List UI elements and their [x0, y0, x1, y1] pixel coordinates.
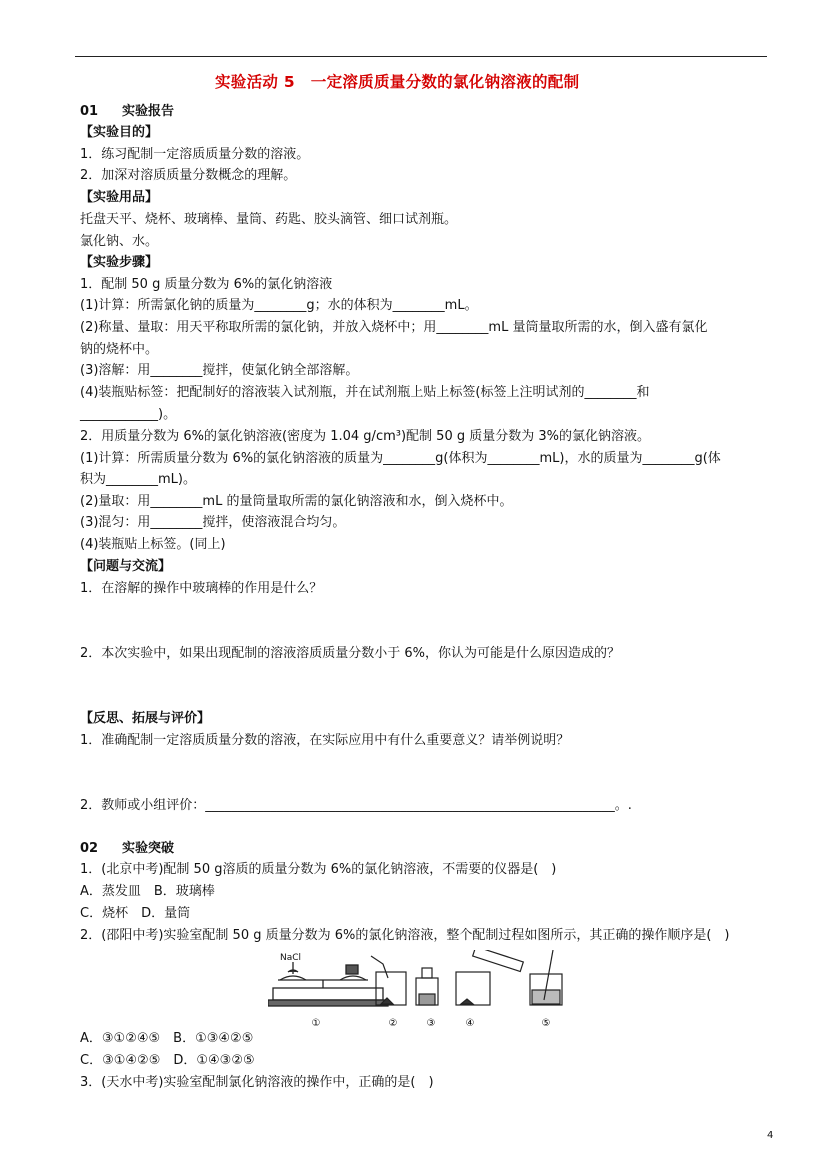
- figure-label-4: ④: [465, 1018, 475, 1029]
- steps-line: (2)称量、量取：用天平称取所需的氯化钠，并放入烧杯中；用________mL 量筒量取所需的水，倒入盛有氯化: [80, 320, 708, 335]
- section-1-number: 01: [80, 104, 99, 119]
- steps-line: (4)装瓶贴标签：把配制好的溶液装入试剂瓶，并在试剂瓶上贴上标签(标签上注明试剂的________和: [80, 385, 650, 400]
- figure-label-1: ①: [311, 1018, 321, 1029]
- supplies-item-2: 氯化钠、水。: [80, 234, 159, 249]
- discussion-question-2: 2．本次实验中，如果出现配制的溶液溶质质量分数小于 6%，你认为可能是什么原因造成的？: [80, 646, 621, 661]
- exercise-question-2: 2．(邵阳中考)实验室配制 50 g 质量分数为 6%的氯化钠溶液，整个配制过程如图所示，其正确的操作顺序是( ): [80, 928, 730, 943]
- steps-line: (2)量取：用________mL 的量筒量取所需的氯化钠溶液和水，倒入烧杯中。: [80, 494, 513, 509]
- steps-heading: 【实验步骤】: [80, 255, 159, 270]
- exercise-1-options-cd: C．烧杯 D．量筒: [80, 906, 191, 921]
- exercise-question-1: 1．(北京中考)配制 50 g溶质的质量分数为 6%的氯化钠溶液，不需要的仪器是( ): [80, 862, 557, 877]
- figure-label-5: ⑤: [541, 1018, 551, 1029]
- reflection-question-1: 1．准确配制一定溶质质量分数的溶液，在实际应用中有什么重要意义？请举例说明？: [80, 733, 570, 748]
- exercise-2-options-ab: A．③①②④⑤ B．①③④②⑤: [80, 1031, 254, 1046]
- exercise-1-options-ab: A．蒸发皿 B．玻璃棒: [80, 884, 215, 899]
- steps-line: (1)计算：所需氯化钠的质量为________g；水的体积为________mL。: [80, 298, 478, 313]
- section-2-number: 02: [80, 841, 99, 856]
- steps-line: 积为________mL)。: [80, 472, 196, 487]
- bottle-illustration: [416, 968, 438, 1005]
- figure-label-2: ②: [388, 1018, 398, 1029]
- steps-line: 2．用质量分数为 6%的氯化钠溶液(密度为 1.04 g/cm³)配制 50 g 质量分数为 3%的氯化钠溶液。: [80, 429, 650, 444]
- steps-line: (3)混匀：用________搅拌，使溶液混合均匀。: [80, 515, 346, 530]
- supplies-heading: 【实验用品】: [80, 190, 159, 205]
- section-2-heading: [80, 840, 174, 858]
- reflection-heading: 【反思、拓展与评价】: [80, 711, 211, 726]
- steps-line: (4)装瓶贴上标签。(同上): [80, 537, 226, 552]
- steps-line: (1)计算：所需质量分数为 6%的氯化钠溶液的质量为________g(体积为________mL)，水的质量为________g(体: [80, 451, 721, 466]
- steps-line: ____________)。: [80, 407, 177, 422]
- steps-line: 1．配制 50 g 质量分数为 6%的氯化钠溶液: [80, 277, 333, 292]
- discussion-heading: 【问题与交流】: [80, 559, 172, 574]
- nacl-reagent-label: NaCl: [280, 953, 302, 963]
- stir-beaker-illustration: [530, 950, 562, 1005]
- purpose-item-2: 2．加深对溶质质量分数概念的理解。: [80, 168, 297, 183]
- section-1-label: 实验报告: [122, 104, 175, 119]
- purpose-heading: 【实验目的】: [80, 125, 159, 140]
- discussion-question-1: 1．在溶解的操作中玻璃棒的作用是什么？: [80, 581, 323, 596]
- lab-procedure-figure: [268, 950, 568, 1030]
- evaluation-line: 2．教师或小组评价：_______________________________________________________________。.: [80, 798, 632, 813]
- section-2-label: 实验突破: [122, 841, 175, 856]
- section-1-heading: [80, 103, 174, 121]
- page-number: 4: [767, 1130, 774, 1141]
- exercise-question-3: 3．(天水中考)实验室配制氯化钠溶液的操作中，正确的是( ): [80, 1075, 434, 1090]
- balance-illustration: [268, 962, 388, 1006]
- supplies-item-1: 托盘天平、烧杯、玻璃棒、量筒、药匙、胶头滴管、细口试剂瓶。: [80, 212, 458, 227]
- purpose-item-1: 1．练习配制一定溶质质量分数的溶液。: [80, 147, 310, 162]
- funnel-beaker-illustration: [371, 956, 406, 1005]
- steps-line: 钠的烧杯中。: [80, 342, 159, 357]
- exercise-2-options-cd: C．③①④②⑤ D．①④③②⑤: [80, 1053, 255, 1068]
- figure-label-3: ③: [426, 1018, 436, 1029]
- top-rule: [75, 56, 767, 57]
- steps-line: (3)溶解：用________搅拌，使氯化钠全部溶解。: [80, 363, 359, 378]
- pour-beaker-illustration: [456, 950, 523, 1005]
- page-title: 实验活动 5 一定溶质质量分数的氯化钠溶液的配制: [215, 73, 580, 91]
